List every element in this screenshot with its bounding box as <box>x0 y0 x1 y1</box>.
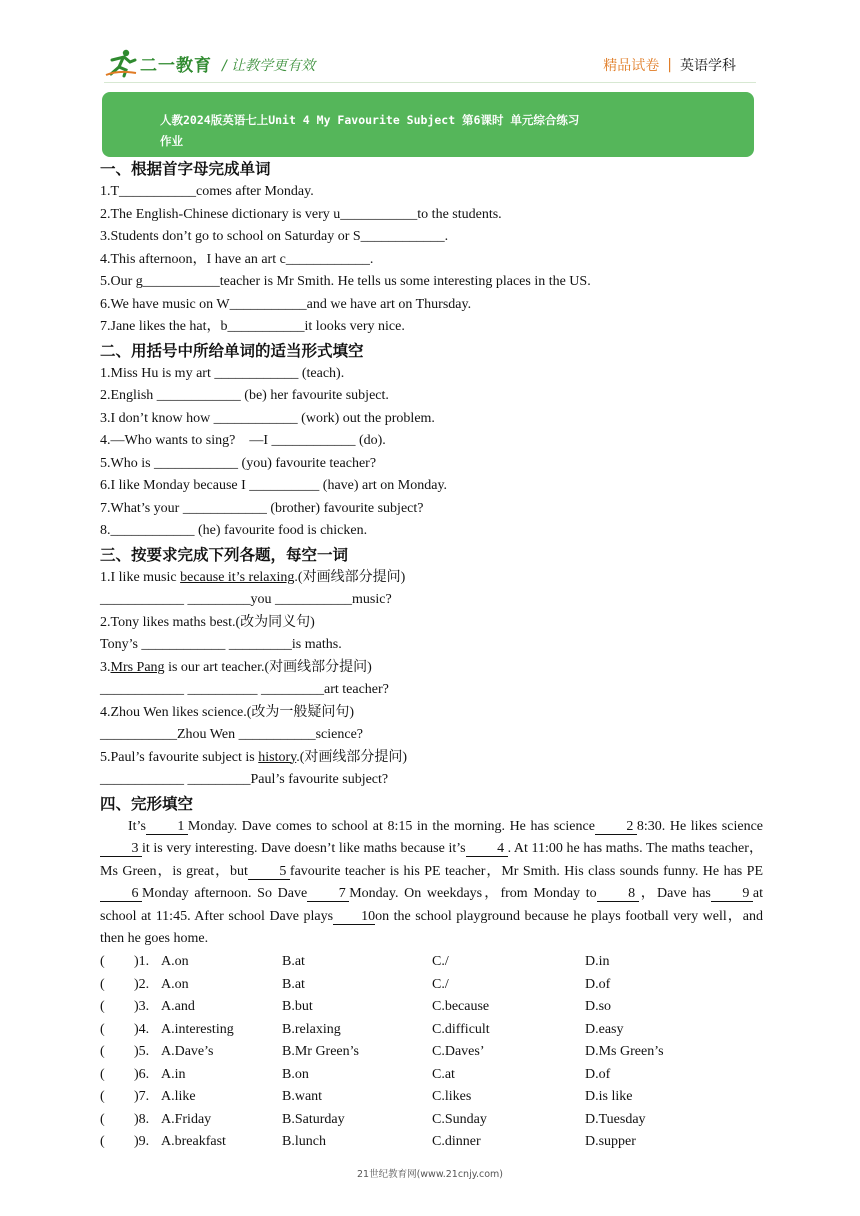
option-a: A.like <box>161 1089 196 1105</box>
answer-paren[interactable]: ( <box>100 954 105 970</box>
option-a: A.on <box>161 976 189 992</box>
option-b: B.relaxing <box>282 1021 341 1037</box>
question-number: )4. <box>134 1021 150 1037</box>
cloze-blank: 7 <box>307 886 349 902</box>
header-separator: | <box>667 57 672 73</box>
option-a: A.interesting <box>161 1021 234 1037</box>
option-d: D.easy <box>585 1021 624 1037</box>
passage-text: It’s <box>128 818 146 834</box>
worksheet-content <box>100 157 763 1154</box>
brand-logo <box>104 48 212 78</box>
passage-text: Monday. Dave comes to school at 8:15 in the morning. He has science <box>187 818 595 834</box>
passage-text: Monday. On weekdays，from Monday to <box>349 886 597 902</box>
question-number: )7. <box>134 1089 150 1105</box>
slogan: / 让教学更有效 <box>222 58 316 74</box>
section1-question: 6.We have music on W___________and we have art on Thursday. <box>100 296 472 312</box>
option-a: A.breakfast <box>161 1134 226 1150</box>
section1-question: 7.Jane likes the hat，b___________it looks very nice. <box>100 319 405 334</box>
section2-question: 2.English ____________ (be) her favourite subject. <box>100 388 389 403</box>
option-row <box>100 951 763 974</box>
question-number: )9. <box>134 1134 150 1150</box>
quality-label: 精品试卷 <box>603 58 660 74</box>
option-row <box>100 974 763 997</box>
section4-title: 四、完形填空 <box>100 794 194 813</box>
option-row <box>100 1131 763 1154</box>
option-a: A.in <box>161 1066 186 1082</box>
option-b: B.want <box>282 1089 323 1105</box>
q5-instruction: .(对画线部分提问) <box>296 749 408 765</box>
section1-question: 4.This afternoon，I have an art c____________. <box>100 251 374 267</box>
cloze-blank: 4 <box>466 841 508 857</box>
option-d: D.is like <box>585 1089 633 1105</box>
banner-title <box>160 110 640 152</box>
section3-question <box>100 747 763 770</box>
cloze-blank: 1 <box>146 819 188 835</box>
question-number: )6. <box>134 1066 150 1082</box>
q1-underlined: because it’s relaxing <box>180 569 295 585</box>
section1-question: 2.The English-Chinese dictionary is very u___________to the students. <box>100 206 502 222</box>
answer-paren[interactable]: ( <box>100 976 105 992</box>
passage-text: it is very interesting. Dave doesn’t like maths because it’s <box>142 841 466 857</box>
cloze-blank: 2 <box>595 819 637 835</box>
option-a: A.Dave’s <box>161 1044 214 1060</box>
option-b: B.at <box>282 954 305 970</box>
option-c: C.Sunday <box>432 1111 487 1127</box>
subject-label: 英语学科 <box>680 58 736 74</box>
option-d: D.in <box>585 954 610 970</box>
section1-question: 5.Our g___________teacher is Mr Smith. He tells us some interesting places in the US. <box>100 274 591 289</box>
option-row <box>100 1064 763 1087</box>
option-b: B.lunch <box>282 1134 326 1150</box>
option-row <box>100 1109 763 1132</box>
header-divider <box>104 82 756 83</box>
banner-title-line1: 人教2024版英语七上Unit 4 My Favourite Subject 第6课时 单元综合练习 <box>160 113 580 127</box>
option-c: C.likes <box>432 1089 472 1105</box>
cloze-blank: 9 <box>711 886 753 902</box>
option-c: C.because <box>432 999 490 1015</box>
answer-paren[interactable]: ( <box>100 1021 105 1037</box>
cloze-blank: 10 <box>333 909 375 925</box>
section2-title: 二、用括号中所给单词的适当形式填空 <box>100 341 364 360</box>
section3-question <box>100 567 763 590</box>
option-b: B.on <box>282 1066 309 1082</box>
passage-text: ，Dave has <box>638 886 711 902</box>
option-row <box>100 1086 763 1109</box>
option-row <box>100 1041 763 1064</box>
q1-prefix: 1.I like music <box>100 569 181 585</box>
answer-paren[interactable]: ( <box>100 1111 105 1127</box>
answer-paren[interactable]: ( <box>100 999 105 1015</box>
passage-text: at school at 11:45. After school Dave plays <box>100 886 763 924</box>
answer-paren[interactable]: ( <box>100 1044 105 1060</box>
section3-answer-line: ____________ _________Paul’s favourite subject? <box>100 772 389 787</box>
cloze-blank: 6 <box>100 886 142 902</box>
option-b: B.at <box>282 976 305 992</box>
section1-question: 1.T___________comes after Monday. <box>100 184 314 199</box>
option-d: D.of <box>585 1066 611 1082</box>
passage-text: favourite teacher is his PE teacher，Mr Smith. His class sounds funny. He has PE <box>289 863 764 879</box>
section2-question: 7.What’s your ____________ (brother) favourite subject? <box>100 500 424 516</box>
cloze-options <box>100 951 763 1154</box>
section3-question <box>100 657 763 680</box>
question-number: )5. <box>134 1044 150 1060</box>
section1-question: 3.Students don’t go to school on Saturday or S____________. <box>100 229 449 244</box>
cloze-blank: 8 <box>597 886 639 902</box>
q5-prefix: 5.Paul’s favourite subject is <box>100 749 259 765</box>
section2-question: 8.____________ (he) favourite food is chicken. <box>100 523 368 538</box>
option-a: A.Friday <box>161 1111 212 1127</box>
passage-text: 8:30. He likes science <box>636 818 763 834</box>
section3-answer-line: ____________ _________you ___________music? <box>100 592 392 607</box>
option-a: A.on <box>161 954 189 970</box>
option-a: A.and <box>161 999 195 1015</box>
answer-paren[interactable]: ( <box>100 1089 105 1105</box>
q3-prefix: 3. <box>100 659 111 675</box>
brand-logo-text: 二一教育 <box>140 55 212 76</box>
section3-answer-line: ____________ __________ _________art teacher? <box>100 682 389 697</box>
option-c: C./ <box>432 954 449 970</box>
q1-instruction: .(对画线部分提问) <box>294 569 406 585</box>
question-number: )3. <box>134 999 150 1015</box>
passage-text: on the school playground because he plays football very well，and then he goes home. <box>100 908 764 947</box>
section2-question: 3.I don’t know how ____________ (work) out the problem. <box>100 410 435 426</box>
section3-answer-line: ___________Zhou Wen ___________science? <box>100 727 364 742</box>
option-b: B.Mr Green’s <box>282 1044 359 1060</box>
title-banner <box>102 92 754 157</box>
q3-underlined: Mrs Pang <box>110 659 165 675</box>
option-c: C.Daves’ <box>432 1044 485 1060</box>
page-footer: 21世纪教育网(www.21cnjy.com) <box>356 1169 503 1180</box>
option-c: C.difficult <box>432 1021 490 1037</box>
cloze-blank: 3 <box>100 841 142 857</box>
question-number: )2. <box>134 976 150 992</box>
option-d: D.of <box>585 976 611 992</box>
option-c: C./ <box>432 976 449 992</box>
section2-question: 1.Miss Hu is my art ____________ (teach). <box>100 365 345 381</box>
q3-instruction: is our art teacher.(对画线部分提问) <box>164 659 372 675</box>
question-number: )1. <box>134 954 150 970</box>
section3-question: 2.Tony likes maths best.(改为同义句) <box>100 614 315 630</box>
option-b: B.but <box>282 999 313 1015</box>
option-c: C.at <box>432 1066 455 1082</box>
option-d: D.supper <box>585 1134 636 1150</box>
section2-question: 6.I like Monday because I __________ (have) art on Monday. <box>100 478 448 493</box>
option-row <box>100 996 763 1019</box>
running-figure-logo-icon <box>104 48 138 78</box>
section3-question: 4.Zhou Wen likes science.(改为一般疑问句) <box>100 704 355 720</box>
option-d: D.Ms Green’s <box>585 1044 664 1060</box>
answer-paren[interactable]: ( <box>100 1134 105 1150</box>
banner-title-line2: 作业 <box>160 134 183 148</box>
section2-question: 4.—Who wants to sing? —I ____________ (do). <box>100 433 386 448</box>
section3-answer-line: Tony’s ____________ _________is maths. <box>100 637 342 652</box>
passage-text: . At 11:00 he has maths. The maths teacher，Ms Green，is great，but <box>100 841 763 879</box>
q5-underlined: history <box>258 749 297 765</box>
option-b: B.Saturday <box>282 1111 345 1127</box>
cloze-blank: 5 <box>248 864 290 880</box>
section3-title: 三、按要求完成下列各题，每空一词 <box>100 545 349 564</box>
option-d: D.Tuesday <box>585 1111 646 1127</box>
answer-paren[interactable]: ( <box>100 1066 105 1082</box>
question-number: )8. <box>134 1111 150 1127</box>
header-right <box>603 55 736 75</box>
option-d: D.so <box>585 999 612 1015</box>
option-row <box>100 1019 763 1042</box>
section1-title: 一、根据首字母完成单词 <box>100 160 271 178</box>
section2-question: 5.Who is ____________ (you) favourite teacher? <box>100 455 377 471</box>
option-c: C.dinner <box>432 1134 481 1150</box>
passage-text: Monday afternoon. So Dave <box>142 886 308 902</box>
cloze-passage <box>100 816 763 952</box>
